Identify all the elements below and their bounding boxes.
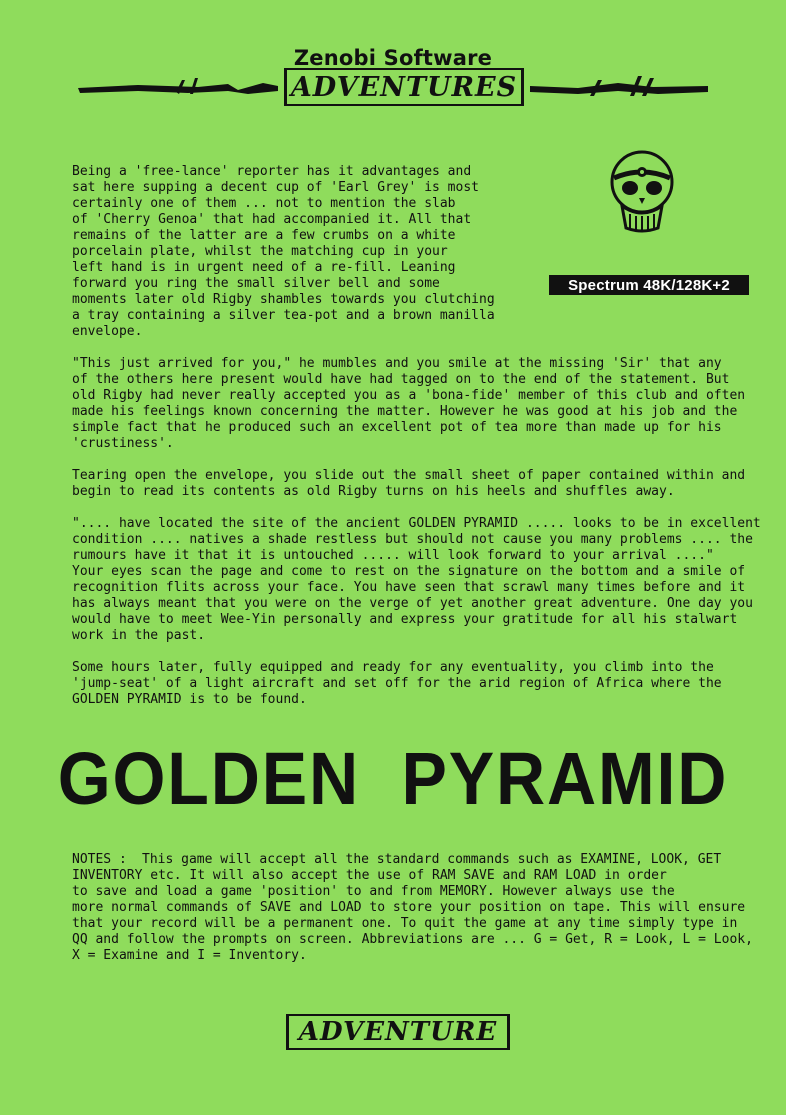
story-paragraph-5: Some hours later, fully equipped and ready for any eventuality, you climb into the 'jump-seat' of a light aircraft and set off for the arid region of Africa where the GOLDEN PYRAMID is to be found. <box>72 660 722 707</box>
game-title: GOLDEN PYRAMID <box>57 737 729 820</box>
publisher-name: Zenobi Software <box>293 46 493 70</box>
footer-adventure-logo: ADVENTURE <box>286 1014 510 1050</box>
story-paragraph-2: "This just arrived for you," he mumbles and you smile at the missing 'Sir' that any of the others here present would have had tagged on to the end of the statement. But old Rigby had never really accepted you as a 'bona-fide' member of this club and often made his feelings known concerning the matter. However he was good at his job and the simple fact that he produced such an excellent pot of tea more than made up for his 'crustiness'. <box>72 356 746 451</box>
adventures-banner-text: ADVENTURES <box>284 68 524 106</box>
notes-label: NOTES : <box>72 852 127 867</box>
platform-badge: Spectrum 48K/128K+2 <box>549 275 749 295</box>
story-paragraph-3: Tearing open the envelope, you slide out the small sheet of paper contained within and begin to read its contents as old Rigby turns on his heels and shuffles away. <box>72 468 746 499</box>
story-paragraph-4: ".... have located the site of the ancient GOLDEN PYRAMID ..... looks to be in excellent condition .... natives a shade restless but should not cause you many problems .... the rumours have it that it is untouched ..... will look forward to your arrival ...." Your eyes scan the page and come to rest on the signature on the bottom and a smile of recognition flits across your face. You have seen that scrawl many times before and it has always meant that you were on the verge of yet another great adventure. One day you would have to meet Wee-Yin personally and express your gratitude for all his stalwart work in the past. <box>72 516 761 643</box>
story-paragraph-1: Being a 'free-lance' reporter has it advantages and sat here supping a decent cup of 'Earl Grey' is most certainly one of them ... not to mention the slab of 'Cherry Genoa' that had accompanied it. All that remains of the latter are a few crumbs on a white porcelain plate, whilst the matching cup in your left hand is in urgent need of a re-fill. Leaning forward you ring the small silver bell and some moments later old Rigby shambles towards you clutching a tray containing a silver tea-pot and a brown manilla envelope. <box>72 164 495 339</box>
skull-icon <box>606 148 678 238</box>
notes-text: This game will accept all the standard commands such as EXAMINE, LOOK, GET INVENTORY etc. It will also accept the use of RAM SAVE and RAM LOAD in order to save and load a game 'position' to and from MEMORY. However always use the more normal commands of SAVE and LOAD to store your position on tape. This will ensure that your record will be a permanent one. To quit the game at any time simply type in QQ and follow the prompts on screen. Abbreviations are ... G = Get, R = Look, L = Look, X = Examine and I = Inventory. <box>72 852 753 963</box>
adventures-banner <box>78 66 708 110</box>
